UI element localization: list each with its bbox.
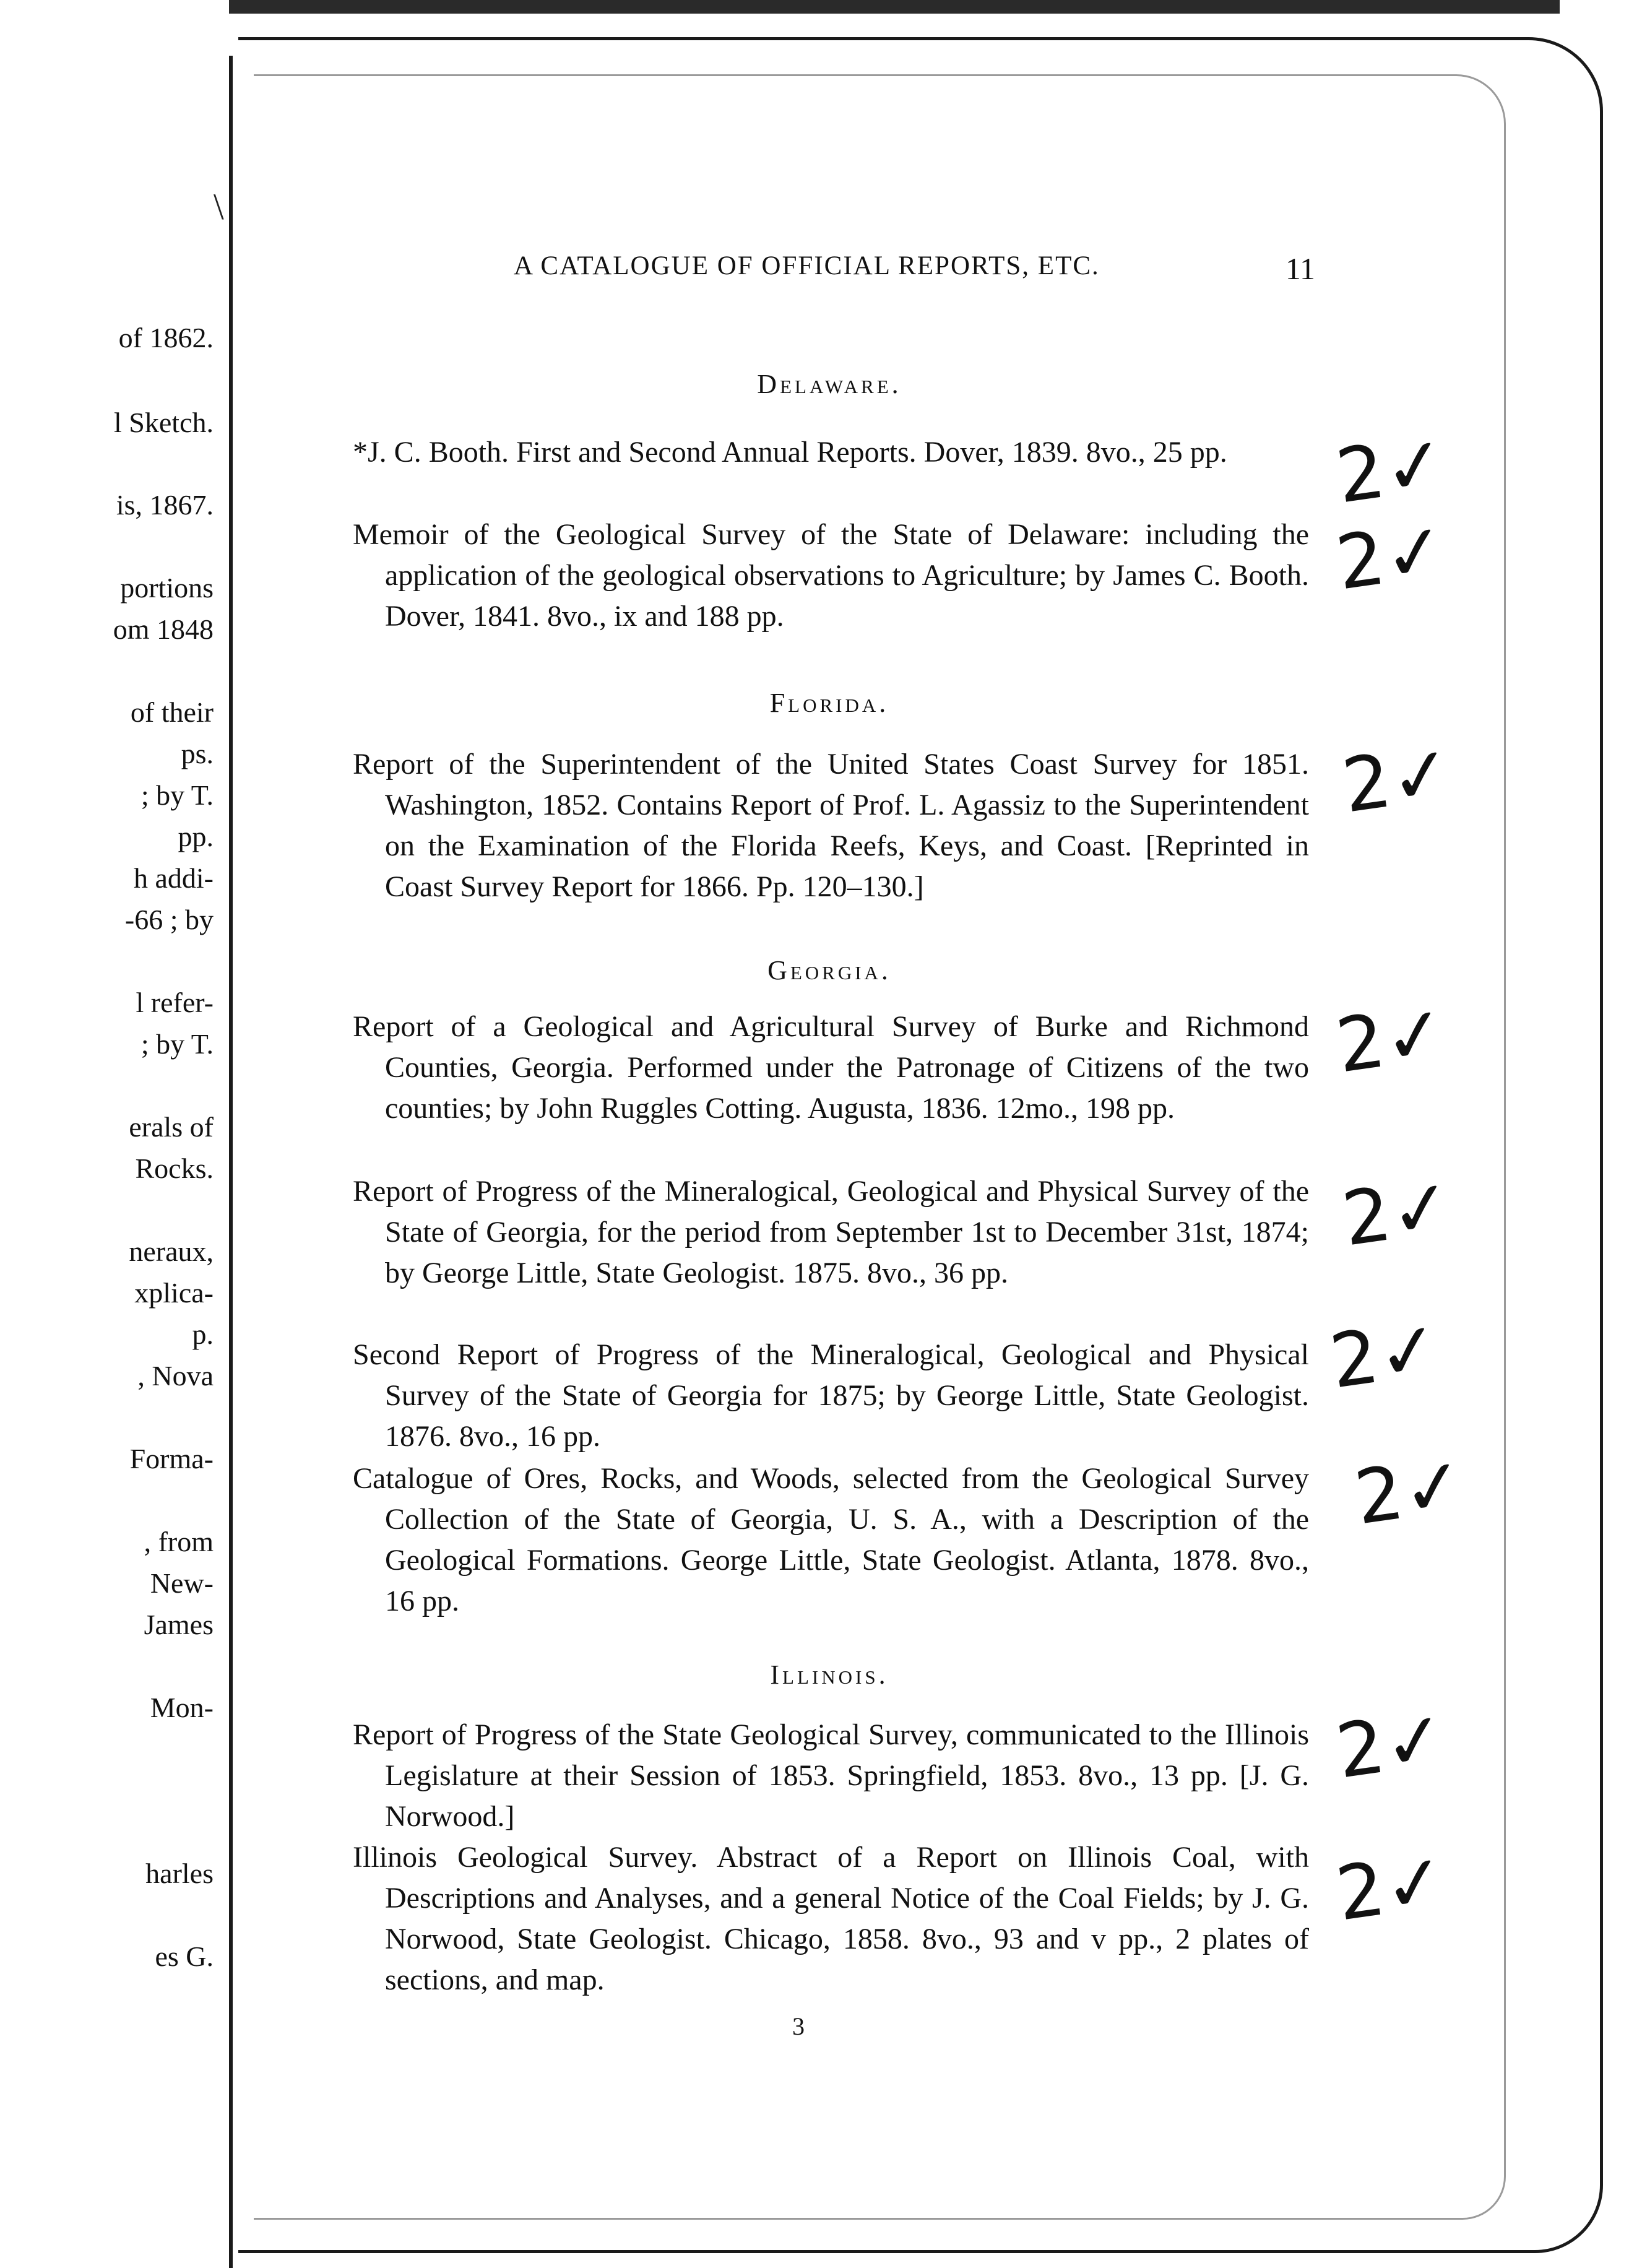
page-number: 11 [1285, 251, 1315, 286]
catalogue-entry: Catalogue of Ores, Rocks, and Woods, selected from the Geological Survey Collection of the State of Georgia, U. S. A., with a Description of the Geological Formations. George Little, State Geologist. Atlanta, 1878. 8vo., 16 pp. [353, 1462, 1309, 1617]
fragment-line: of their [130, 696, 214, 728]
fragment-line: pp. [178, 821, 214, 852]
catalogue-entry: Report of a Geological and Agricultural Survey of Burke and Richmond Counties, Georgia. Performed under the Patronage of Citizens of the two counties; by John Ruggles Cotting. Augusta, 1836. 12mo., 198 pp. [353, 1010, 1309, 1125]
fragment-line: is, 1867. [116, 489, 214, 521]
fragment-line: , from [144, 1526, 214, 1557]
fragment-line: Forma- [129, 1443, 214, 1474]
catalogue-entry: Second Report of Progress of the Mineralogical, Geological and Physical Survey of the State of Georgia for 1875; by George Little, State Geologist. 1876. 8vo., 16 pp. [353, 1338, 1309, 1453]
fragment-line: om 1848 [113, 613, 214, 645]
catalogue-entry: Report of Progress of the State Geological Survey, communicated to the Illinois Legislature at their Session of 1853. Springfield, 1853. 8vo., 13 pp. [J. G. Norwood.] [353, 1718, 1309, 1833]
fragment-line: erals of [129, 1111, 214, 1143]
fragment-line: , Nova [137, 1360, 214, 1392]
gutter-mark: \ [214, 186, 224, 227]
fragment-line: Rocks. [135, 1153, 214, 1184]
catalogue-entry: *J. C. Booth. First and Second Annual Reports. Dover, 1839. 8vo., 25 pp. [353, 436, 1227, 469]
fragment-line: l Sketch. [114, 407, 214, 438]
fragment-line: neraux, [129, 1236, 214, 1267]
fragment-line: ; by T. [140, 779, 214, 811]
handwritten-check-icon: 2✓ [1337, 729, 1458, 830]
fragment-line: New- [150, 1567, 214, 1599]
section-heading-florida: Florida. [769, 688, 889, 718]
fragment-line: of 1862. [118, 322, 214, 353]
section-heading-illinois: Illinois. [770, 1660, 889, 1690]
fragment-line: es G. [155, 1941, 214, 1972]
fragment-line: l refer- [136, 987, 214, 1018]
fragment-line: harles [145, 1858, 214, 1889]
catalogue-entry: Report of the Superintendent of the United States Coast Survey for 1851. Washington, 1852. Contains Report of Prof. L. Agassiz to the Superintendent on the Examination of the Florida Reefs, Keys, and Coast. [Reprinted in Coast Survey Report for 1866. Pp. 120–130.] [353, 748, 1309, 903]
fragment-line: Mon- [150, 1692, 214, 1723]
catalogue-entry: Illinois Geological Survey. Abstract of a Report on Illinois Coal, with Descriptions and Analyses, and a general Notice of the Coal Fields; by J. G. Norwood, State Geologist. Chicago, 1858. 8vo., 93 and v pp., 2 plates of sections, and map. [353, 1841, 1309, 1996]
handwritten-check-icon: 2✓ [1325, 1305, 1446, 1406]
handwritten-check-icon: 2✓ [1331, 1837, 1452, 1938]
fragment-line: ; by T. [140, 1028, 214, 1060]
handwritten-check-icon: 2✓ [1350, 1441, 1471, 1542]
top-edge [229, 0, 1560, 14]
handwritten-check-icon: 2✓ [1331, 506, 1452, 607]
fragment-line: -66 ; by [124, 904, 214, 935]
handwritten-check-icon: 2✓ [1331, 989, 1452, 1090]
handwritten-check-icon: 2✓ [1331, 1695, 1452, 1796]
facing-page-fragment [0, 56, 233, 2268]
catalogue-entry: Memoir of the Geological Survey of the State of Delaware: including the application of the geological observations to Agriculture; by James C. Booth. Dover, 1841. 8vo., ix and 188 pp. [353, 518, 1309, 633]
fragment-line: portions [120, 572, 214, 604]
handwritten-check-icon: 2✓ [1331, 420, 1452, 521]
running-title: A CATALOGUE OF OFFICIAL REPORTS, ETC. [514, 251, 1100, 280]
fragment-line: James [144, 1609, 214, 1640]
catalogue-entry: Report of Progress of the Mineralogical, Geological and Physical Survey of the State of Georgia, for the period from September 1st to December 31st, 1874; by George Little, State Geologist. 1875. 8vo., 36 pp. [353, 1175, 1309, 1289]
handwritten-check-icon: 2✓ [1337, 1162, 1458, 1263]
fragment-line: p. [192, 1318, 214, 1350]
fragment-line: xplica- [134, 1277, 214, 1309]
section-heading-georgia: Georgia. [767, 955, 891, 985]
fragment-line: h addi- [133, 862, 214, 894]
signature-mark: 3 [792, 2012, 805, 2040]
section-heading-delaware: Delaware. [757, 369, 902, 399]
fragment-line: ps. [181, 738, 214, 769]
